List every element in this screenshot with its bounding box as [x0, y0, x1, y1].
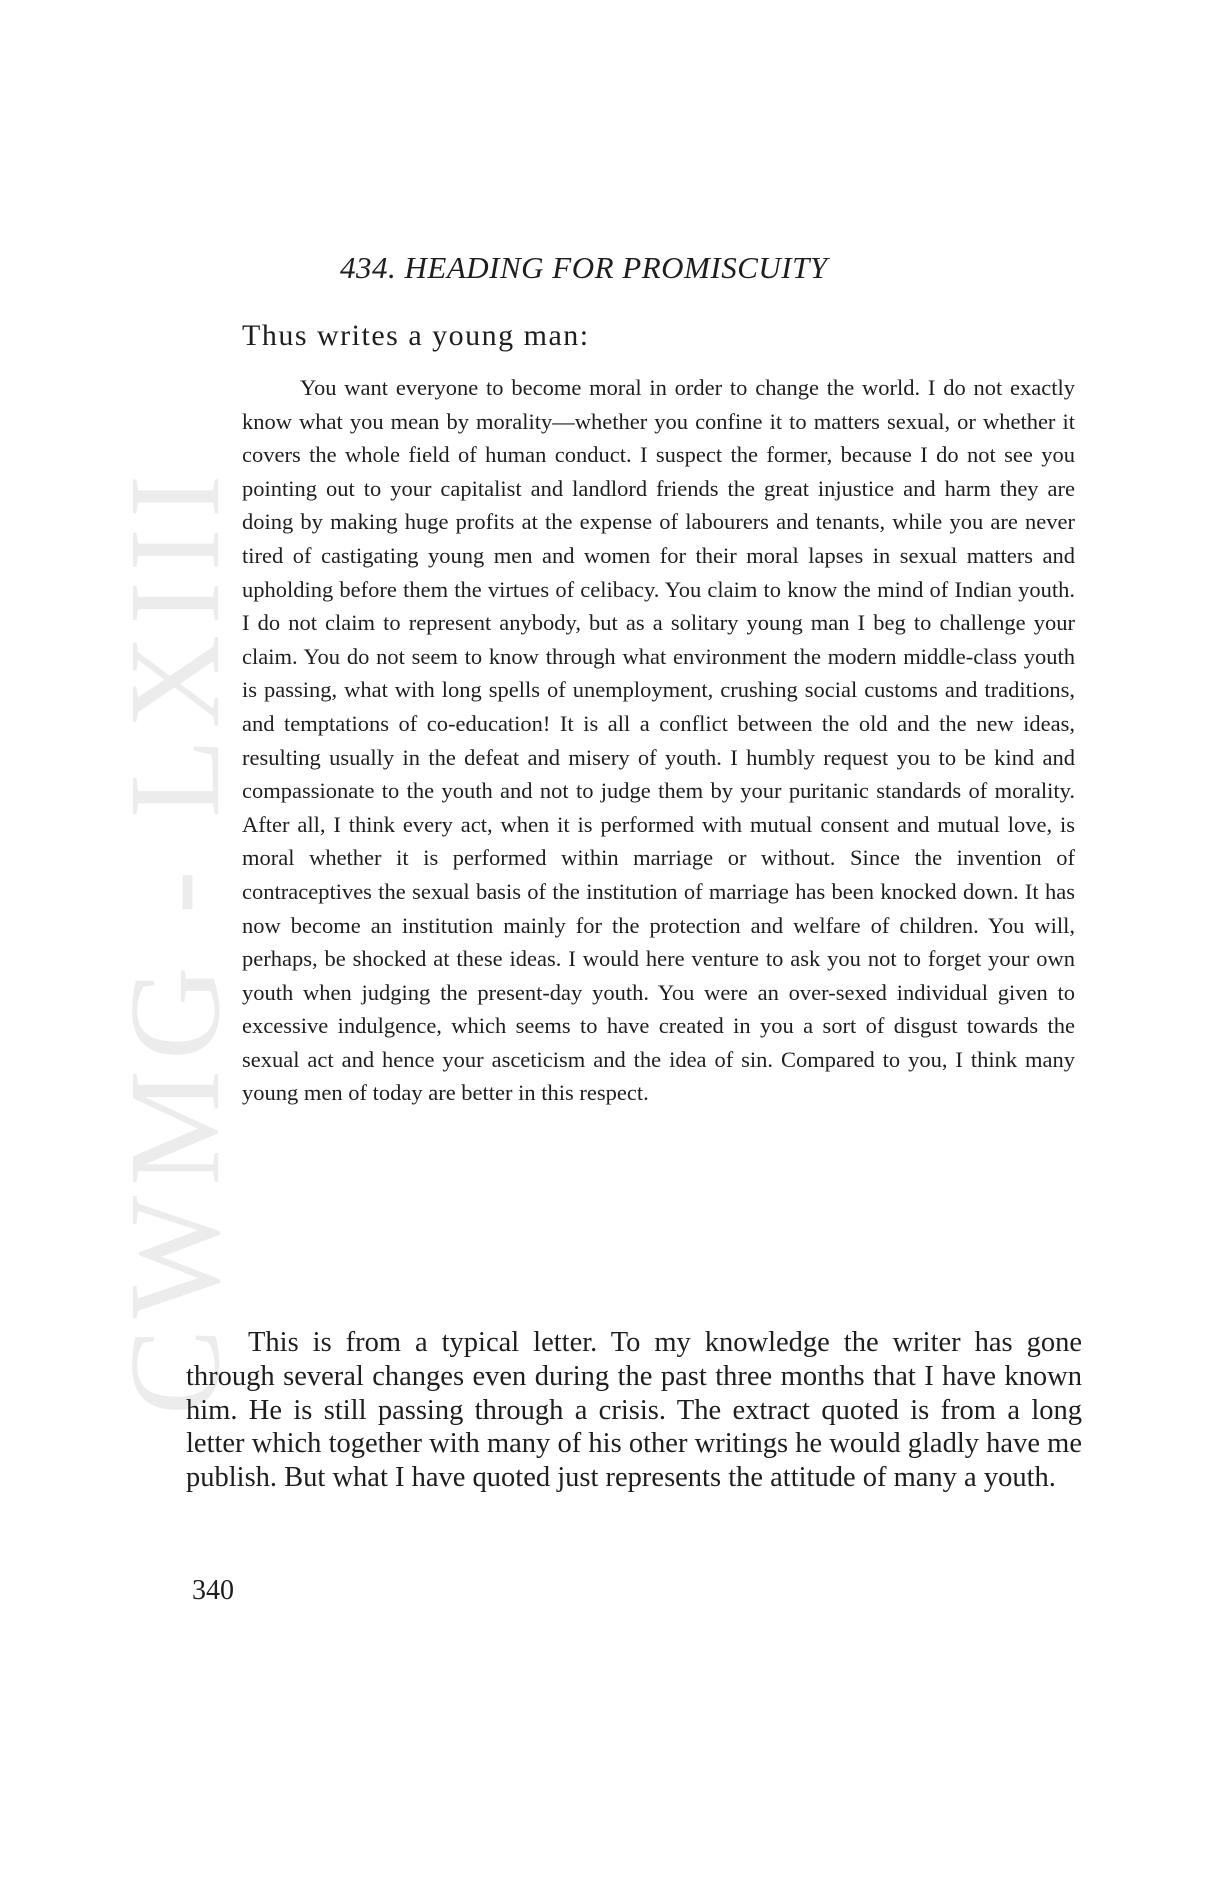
body-paragraph: This is from a typical letter. To my knowledge the writer has gone through several changes even during the past three months that I have known him. He is still passing through a crisis. The extract quoted is from a long letter which together with many of his other writings he would gladly have me publish. But what I have quoted just represents the attitude of many a youth. [186, 1327, 1082, 1494]
page-number: 340 [192, 1575, 234, 1606]
section-heading: 434. HEADING FOR PROMISCUITY [340, 250, 828, 285]
intro-line: Thus writes a young man: [242, 319, 590, 352]
watermark-text: CWMG - LXIII [103, 464, 247, 1416]
quoted-letter: You want everyone to become moral in order to change the world. I do not exactly know what you mean by morality—whether you confine it to matters sexual, or whether it covers the whole field of human conduct. I suspect the former, because I do not see you pointing out to your capitalist and landlord friends the great injustice and harm they are doing by making huge profits at the expense of labourers and tenants, while you are never tired of castigating young men and women for their moral lapses in sexual matters and upholding before them the virtues of celibacy. You claim to know the mind of Indian youth. I do not claim to represent anybody, but as a solitary young man I beg to challenge your claim. You do not seem to know through what environment the modern middle-class youth is passing, what with long spells of unemployment, crushing social customs and traditions, and temptations of co-education! It is all a conflict between the old and the new ideas, resulting usually in the defeat and misery of youth. I humbly request you to be kind and compassionate to the youth and not to judge them by your puritanic standards of morality. After all, I think every act, when it is performed with mutual consent and mutual love, is moral whether it is performed within marriage or without. Since the invention of contraceptives the sexual basis of the institution of marriage has been knocked down. It has now become an institution mainly for the protection and welfare of children. You will, perhaps, be shocked at these ideas. I would here venture to ask you not to forget your own youth when judging the present-day youth. You were an over-sexed individual given to excessive indulgence, which seems to have created in you a sort of disgust towards the sexual act and hence your asceticism and the idea of sin. Compared to you, I think many young men of today are better in this respect. [242, 375, 1075, 1106]
